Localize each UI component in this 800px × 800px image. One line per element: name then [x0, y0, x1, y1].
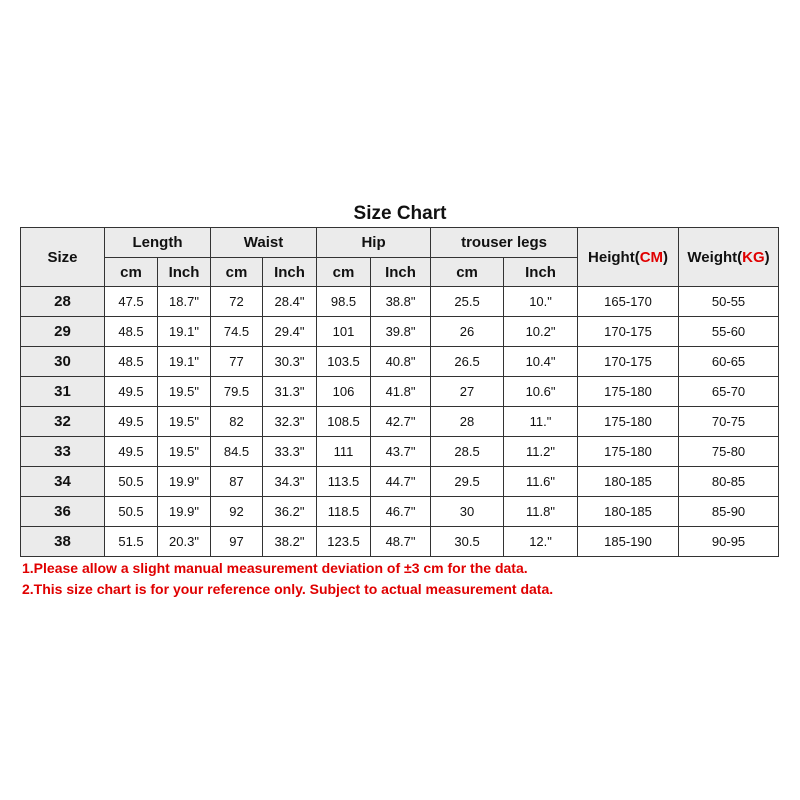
header-hip: Hip	[317, 228, 431, 258]
length-inch-cell: 19.1"	[158, 347, 211, 377]
size-chart-table	[20, 227, 779, 557]
hip-cm-cell: 113.5	[317, 467, 371, 497]
length-inch-cell: 18.7"	[158, 287, 211, 317]
subheader-legs-cm: cm	[431, 258, 504, 287]
subheader-legs-inch: Inch	[504, 258, 578, 287]
waist-cm-cell: 97	[211, 527, 263, 557]
waist-inch-cell: 33.3"	[263, 437, 317, 467]
subheader-length-inch: Inch	[158, 258, 211, 287]
waist-inch-cell: 29.4"	[263, 317, 317, 347]
table-row	[21, 467, 779, 497]
header-weight	[679, 228, 779, 287]
waist-cm-cell: 74.5	[211, 317, 263, 347]
table-body	[21, 287, 779, 557]
weight-cell: 90-95	[679, 527, 779, 557]
header-waist: Waist	[211, 228, 317, 258]
size-cell: 30	[21, 347, 105, 377]
size-cell: 32	[21, 407, 105, 437]
length-cm-cell: 47.5	[105, 287, 158, 317]
size-cell: 33	[21, 437, 105, 467]
waist-cm-cell: 79.5	[211, 377, 263, 407]
legs-cm-cell: 26	[431, 317, 504, 347]
weight-label: Weight(	[687, 248, 743, 266]
table-row	[21, 287, 779, 317]
legs-inch-cell: 11.6"	[504, 467, 578, 497]
legs-cm-cell: 28.5	[431, 437, 504, 467]
weight-cell: 85-90	[679, 497, 779, 527]
waist-cm-cell: 92	[211, 497, 263, 527]
hip-cm-cell: 111	[317, 437, 371, 467]
table-row	[21, 347, 779, 377]
legs-inch-cell: 11."	[504, 407, 578, 437]
legs-cm-cell: 25.5	[431, 287, 504, 317]
header-trouser-legs: trouser legs	[431, 228, 578, 258]
length-inch-cell: 19.5"	[158, 377, 211, 407]
waist-inch-cell: 32.3"	[263, 407, 317, 437]
size-cell: 31	[21, 377, 105, 407]
height-cell: 180-185	[578, 467, 679, 497]
size-cell: 29	[21, 317, 105, 347]
length-cm-cell: 48.5	[105, 347, 158, 377]
legs-cm-cell: 30	[431, 497, 504, 527]
hip-cm-cell: 108.5	[317, 407, 371, 437]
length-cm-cell: 49.5	[105, 407, 158, 437]
length-inch-cell: 19.9"	[158, 497, 211, 527]
length-inch-cell: 19.1"	[158, 317, 211, 347]
header-length: Length	[105, 228, 211, 258]
waist-cm-cell: 82	[211, 407, 263, 437]
hip-cm-cell: 103.5	[317, 347, 371, 377]
length-inch-cell: 19.9"	[158, 467, 211, 497]
size-cell: 36	[21, 497, 105, 527]
waist-inch-cell: 34.3"	[263, 467, 317, 497]
length-inch-cell: 20.3"	[158, 527, 211, 557]
size-cell: 28	[21, 287, 105, 317]
hip-inch-cell: 44.7"	[371, 467, 431, 497]
height-cell: 165-170	[578, 287, 679, 317]
legs-cm-cell: 30.5	[431, 527, 504, 557]
hip-cm-cell: 118.5	[317, 497, 371, 527]
legs-inch-cell: 10.4"	[504, 347, 578, 377]
hip-inch-cell: 39.8"	[371, 317, 431, 347]
height-cell: 175-180	[578, 437, 679, 467]
size-cell: 34	[21, 467, 105, 497]
waist-cm-cell: 72	[211, 287, 263, 317]
weight-cell: 65-70	[679, 377, 779, 407]
legs-cm-cell: 27	[431, 377, 504, 407]
note-reference: 2.This size chart is for your reference only. Subject to actual measurement data.	[22, 581, 554, 597]
height-cell: 180-185	[578, 497, 679, 527]
notes	[22, 558, 782, 600]
hip-inch-cell: 42.7"	[371, 407, 431, 437]
waist-cm-cell: 84.5	[211, 437, 263, 467]
hip-cm-cell: 101	[317, 317, 371, 347]
waist-inch-cell: 30.3"	[263, 347, 317, 377]
size-cell: 38	[21, 527, 105, 557]
length-cm-cell: 49.5	[105, 377, 158, 407]
weight-cell: 55-60	[679, 317, 779, 347]
hip-inch-cell: 38.8"	[371, 287, 431, 317]
legs-inch-cell: 12."	[504, 527, 578, 557]
table-row	[21, 317, 779, 347]
legs-inch-cell: 10.6"	[504, 377, 578, 407]
hip-inch-cell: 43.7"	[371, 437, 431, 467]
waist-inch-cell: 31.3"	[263, 377, 317, 407]
height-cell: 175-180	[578, 407, 679, 437]
length-cm-cell: 50.5	[105, 467, 158, 497]
table-row	[21, 407, 779, 437]
length-inch-cell: 19.5"	[158, 407, 211, 437]
hip-inch-cell: 48.7"	[371, 527, 431, 557]
height-label-close: )	[663, 248, 669, 266]
weight-unit: KG	[742, 248, 765, 266]
table-row	[21, 527, 779, 557]
length-cm-cell: 50.5	[105, 497, 158, 527]
height-cell: 175-180	[578, 377, 679, 407]
hip-inch-cell: 41.8"	[371, 377, 431, 407]
height-label: Height(	[588, 248, 640, 266]
height-cell: 170-175	[578, 347, 679, 377]
waist-inch-cell: 36.2"	[263, 497, 317, 527]
waist-inch-cell: 28.4"	[263, 287, 317, 317]
hip-cm-cell: 123.5	[317, 527, 371, 557]
height-unit: CM	[639, 248, 664, 266]
subheader-waist-cm: cm	[211, 258, 263, 287]
height-cell: 185-190	[578, 527, 679, 557]
hip-cm-cell: 98.5	[317, 287, 371, 317]
length-cm-cell: 51.5	[105, 527, 158, 557]
weight-cell: 75-80	[679, 437, 779, 467]
waist-cm-cell: 87	[211, 467, 263, 497]
table-row	[21, 437, 779, 467]
waist-inch-cell: 38.2"	[263, 527, 317, 557]
legs-inch-cell: 10."	[504, 287, 578, 317]
header-size: Size	[21, 228, 105, 287]
page-title: Size Chart	[353, 203, 447, 224]
length-cm-cell: 49.5	[105, 437, 158, 467]
weight-cell: 80-85	[679, 467, 779, 497]
height-cell: 170-175	[578, 317, 679, 347]
legs-cm-cell: 28	[431, 407, 504, 437]
legs-inch-cell: 11.2"	[504, 437, 578, 467]
subheader-hip-cm: cm	[317, 258, 371, 287]
legs-inch-cell: 10.2"	[504, 317, 578, 347]
weight-cell: 60-65	[679, 347, 779, 377]
length-inch-cell: 19.5"	[158, 437, 211, 467]
table-row	[21, 497, 779, 527]
table-row	[21, 377, 779, 407]
table-header	[21, 228, 779, 287]
hip-inch-cell: 40.8"	[371, 347, 431, 377]
legs-cm-cell: 29.5	[431, 467, 504, 497]
note-deviation: 1.Please allow a slight manual measurement deviation of ±3 cm for the data.	[22, 560, 528, 576]
subheader-hip-inch: Inch	[371, 258, 431, 287]
subheader-waist-inch: Inch	[263, 258, 317, 287]
hip-cm-cell: 106	[317, 377, 371, 407]
waist-cm-cell: 77	[211, 347, 263, 377]
weight-label-close: )	[764, 248, 770, 266]
length-cm-cell: 48.5	[105, 317, 158, 347]
legs-inch-cell: 11.8"	[504, 497, 578, 527]
legs-cm-cell: 26.5	[431, 347, 504, 377]
weight-cell: 70-75	[679, 407, 779, 437]
header-height	[578, 228, 679, 287]
subheader-length-cm: cm	[105, 258, 158, 287]
weight-cell: 50-55	[679, 287, 779, 317]
hip-inch-cell: 46.7"	[371, 497, 431, 527]
